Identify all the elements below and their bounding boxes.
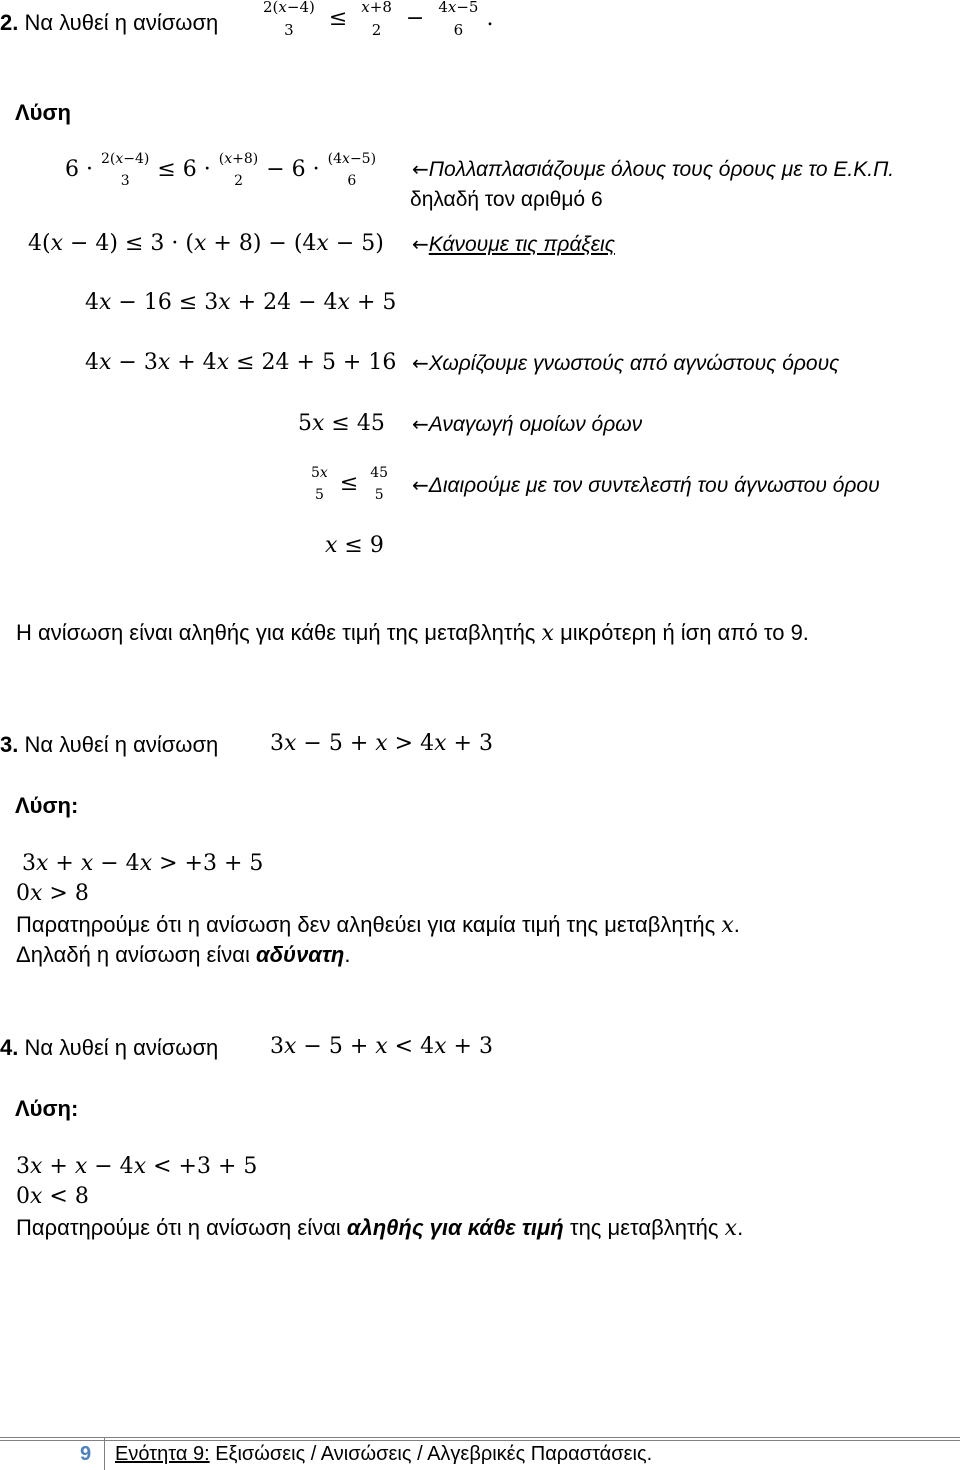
left-arrow-icon: ←	[412, 412, 429, 436]
step-multiply: 6 · 2(x−4) 3 ≤ 6 · (x+8) 2 − 6 · (4x−5) 6	[65, 151, 377, 189]
footer-title	[115, 1443, 652, 1466]
step-result: 0x > 8	[16, 881, 89, 906]
problem-3-inequality: 3x − 5 + x > 4x + 3	[270, 731, 493, 756]
note-reduce: ←Αναγωγή ομοίων όρων	[412, 412, 643, 436]
step-expand: 4x − 16 ≤ 3x + 24 − 4x + 5	[85, 290, 397, 315]
note-separate: ←Χωρίζουμε γνωστούς από αγνώστους όρους	[412, 351, 840, 375]
note-multiply: ←Πολλαπλασιάζουμε όλους τους όρους με το Ε.Κ.Π.	[412, 157, 895, 181]
solution-label: Λύση:	[15, 1096, 79, 1121]
left-arrow-icon: ←	[412, 232, 429, 256]
page-number: 9	[80, 1443, 92, 1465]
problem-statement: Να λυθεί η ανίσωση	[24, 732, 219, 757]
unit-label: Ενότητα 9:	[115, 1443, 210, 1465]
problem-statement: Να λυθεί η ανίσωση	[24, 1035, 219, 1060]
step-separate: 3x + x − 4x < +3 + 5	[16, 1154, 258, 1179]
step-operations: 4(x − 4) ≤ 3 · (x + 8) − (4x − 5)	[28, 231, 384, 256]
step-divide: 5x 5 ≤ 45 5	[311, 465, 389, 503]
step-reduce: 5x ≤ 45	[298, 411, 385, 436]
solution-label: Λύση:	[15, 793, 79, 818]
problem-4-inequality: 3x − 5 + x < 4x + 3	[270, 1034, 493, 1059]
footer-divider	[0, 1440, 960, 1441]
unit-title: Εξισώσεις / Ανισώσεις / Αλγεβρικές Παραστάσεις.	[215, 1443, 653, 1465]
step-result: x ≤ 9	[325, 533, 384, 558]
left-arrow-icon: ←	[412, 351, 429, 375]
footer-separator	[104, 1438, 105, 1470]
problem-2-conclusion: Η ανίσωση είναι αληθής για κάθε τιμή της μεταβλητής x μικρότερη ή ίση από το 9.	[16, 620, 809, 646]
step-separate: 3x + x − 4x > +3 + 5	[22, 851, 264, 876]
problem-2-heading	[0, 10, 218, 36]
problem-4-observation: Παρατηρούμε ότι η ανίσωση είναι αληθής για κάθε τιμή της μεταβλητής x.	[16, 1215, 744, 1241]
problem-2-inequality: 2(x−4) 3 ≤ x+8 2 − 4x−5 6 .	[263, 0, 494, 39]
left-arrow-icon: ←	[412, 157, 429, 181]
problem-statement: Να λυθεί η ανίσωση	[24, 10, 219, 35]
problem-3-observation: Παρατηρούμε ότι η ανίσωση δεν αληθεύει για καμία τιμή της μεταβλητής x.	[16, 912, 740, 938]
note-operations: ←Κάνουμε τις πράξεις	[412, 232, 615, 256]
problem-number: 2.	[0, 10, 19, 35]
problem-3-conclusion: Δηλαδή η ανίσωση είναι αδύνατη.	[16, 942, 351, 967]
left-arrow-icon: ←	[412, 473, 429, 497]
problem-number: 3.	[0, 732, 19, 757]
note-divide: ←Διαιρούμε με τον συντελεστή του άγνωστου όρου	[412, 473, 880, 497]
solution-label: Λύση	[15, 100, 71, 125]
footer-divider	[0, 1437, 960, 1438]
problem-4-heading	[0, 1035, 218, 1061]
step-result: 0x < 8	[16, 1184, 89, 1209]
note-multiply-cont: δηλαδή τον αριθμό 6	[410, 188, 603, 211]
problem-number: 4.	[0, 1035, 19, 1060]
step-separate: 4x − 3x + 4x ≤ 24 + 5 + 16	[85, 350, 397, 375]
problem-3-heading	[0, 732, 218, 758]
